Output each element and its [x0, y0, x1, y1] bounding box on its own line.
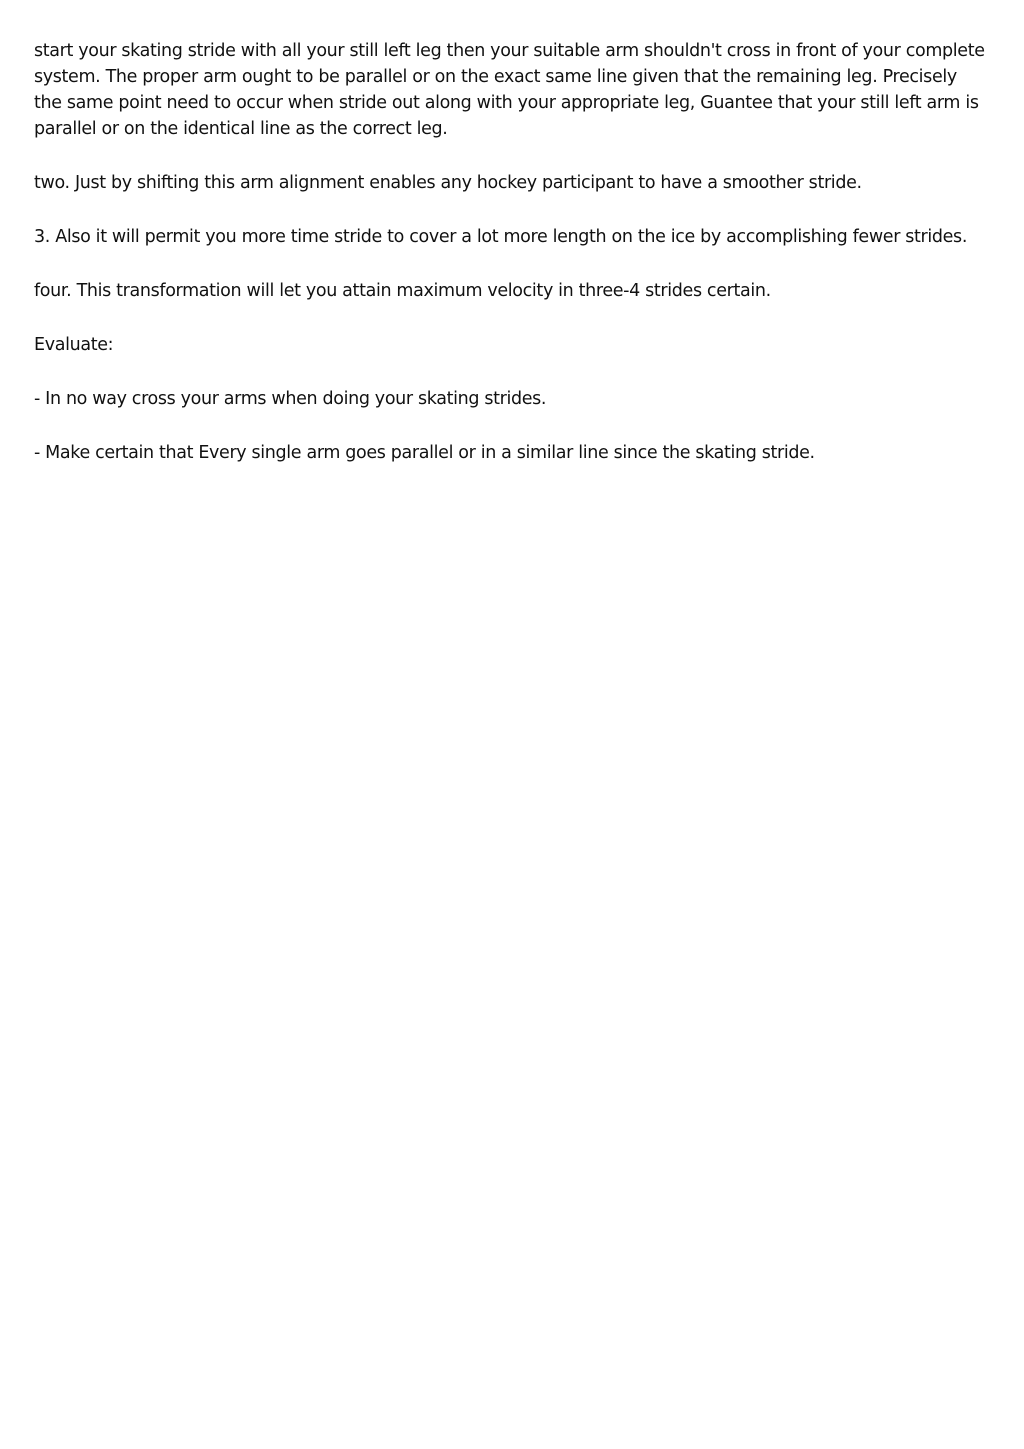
paragraph-bullet-two: - Make certain that Every single arm goes parallel or in a similar line since the skating stride.: [34, 443, 815, 463]
paragraph-arm-alignment-intro: start your skating stride with all your still left leg then your suitable arm shouldn't cross in front of your complete system. The proper arm ought to be parallel or on the exact same line given that the remaining leg. Precisely the same point need to occur when stride out along with your appropriate leg, Guantee that your still left arm is parallel or on the identical line as the correct leg.: [34, 41, 985, 139]
paragraph-point-three: 3. Also it will permit you more time stride to cover a lot more length on the ice by accomplishing fewer strides.: [34, 227, 968, 247]
paragraph-bullet-one: - In no way cross your arms when doing your skating strides.: [34, 389, 547, 409]
document-page: [34, 38, 989, 494]
paragraph-evaluate-heading: Evaluate:: [34, 335, 114, 355]
paragraph-point-two: two. Just by shifting this arm alignment enables any hockey participant to have a smoother stride.: [34, 173, 862, 193]
paragraph-point-four: four. This transformation will let you attain maximum velocity in three-4 strides certain.: [34, 281, 771, 301]
